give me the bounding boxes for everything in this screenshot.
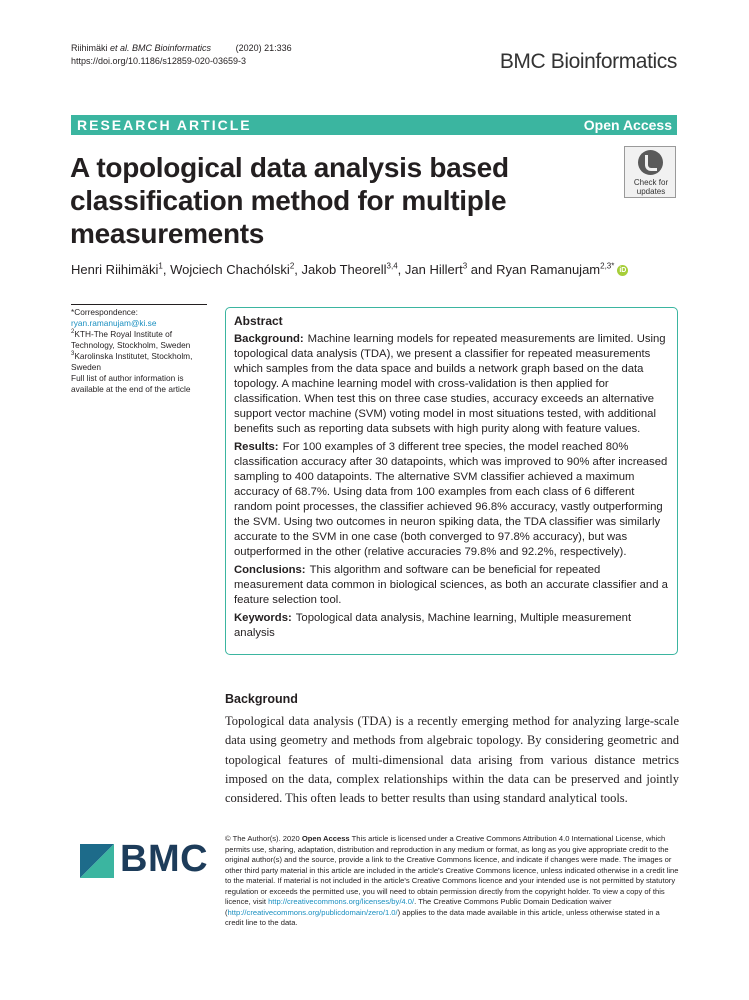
author[interactable]: Wojciech Chachólski$^2$ bbox=[170, 261, 295, 277]
affiliation-2: $^2$KTH-The Royal Institute of Technology, Stockholm, Sweden bbox=[71, 329, 191, 350]
check-for-updates-label: Check for updates bbox=[633, 178, 669, 196]
license-link-by[interactable]: http://creativecommons.org/licenses/by/4.0/ bbox=[268, 897, 415, 906]
abstract-conclusions: Conclusions: This algorithm and software can be beneficial for repeated measurement data common in biological sciences, as both an accurate classifier and a feature selection tool. bbox=[234, 564, 668, 606]
abstract-box bbox=[225, 307, 678, 655]
doi-link[interactable]: https://doi.org/10.1186/s12859-020-03659-3 bbox=[71, 56, 246, 66]
sidebar-divider bbox=[71, 304, 207, 305]
article-type-banner bbox=[71, 115, 677, 135]
citation-header bbox=[71, 42, 292, 68]
article-title: A topological data analysis based classification method for multiple measurements bbox=[70, 152, 509, 249]
citation-author: Riihimäki bbox=[71, 43, 108, 53]
bmc-logo[interactable] bbox=[80, 838, 210, 884]
citation-line bbox=[71, 42, 292, 55]
license-link-zero[interactable]: http://creativecommons.org/publicdomain/zero/1.0/ bbox=[227, 907, 398, 917]
check-for-updates-icon bbox=[638, 150, 663, 175]
author[interactable]: Jakob Theorell$^{3,4}$ bbox=[301, 261, 398, 277]
correspondence-label: *Correspondence: bbox=[71, 307, 138, 317]
orcid-icon[interactable]: iD bbox=[619, 267, 627, 275]
citation-year: (2020) 21:336 bbox=[235, 43, 292, 53]
citation-etal: et al. BMC Bioinformatics bbox=[110, 43, 212, 53]
bmc-logo-text: BMC bbox=[120, 838, 209, 880]
journal-name: BMC Bioinformatics bbox=[499, 50, 677, 73]
open-access-label: Open Access bbox=[583, 117, 672, 133]
abstract-background: Background: Machine learning models for repeated measurements are limited. Using topological data analysis (TDA), we present a classifier for repeated measurements which samples from the data space and builds a network graph based on the data topology. A machine learning model with cross-validation is then applied for classification. When test this on three case studies, accuracy exceeds an alternative support vector machine (SVM) voting model in most situations tested, with additional benefits such as reporting data subsets with high purity along with feature values. bbox=[234, 333, 666, 435]
correspondence-sidebar bbox=[71, 307, 211, 395]
abstract-heading: Abstract bbox=[234, 314, 283, 328]
background-paragraph: Topological data analysis (TDA) is a recently emerging method for analyzing large-scale data using geometry and methods from algebraic topology. By considering geometric and topological features of multi-dimensional data arising from various distance metrics imposed on the data, complex relationships within the data can be preserved and jointly considered. This often leads to better results than using standard analytical tools. bbox=[225, 714, 679, 806]
author[interactable]: Ryan Ramanujam$^{2,3*}$ bbox=[496, 261, 615, 277]
author[interactable]: Henri Riihimäki$^1$ bbox=[71, 261, 163, 277]
license-text: © The Author(s). 2020 Open Access This article is licensed under a Creative Commons Attribution 4.0 International License, which permits use, sharing, adaptation, distribution and reproduction in any medium or format, as long as you give appropriate credit to the original author(s) and the source, provide a link to the Creative Commons licence, and indicate if changes were made. The images or other third party material in this article are included in the article's Creative Commons licence, unless indicated otherwise in a credit line to the material. If material is not included in the article's Creative Commons licence and your intended use is not permitted by statutory regulation or exceeds the permitted use, you will need to obtain permission directly from the copyright holder. To view a copy of this licence, visit http://creativecommons.org/licenses/by/4.0/. The Creative Commons Public Domain Dedication waiver (http://creativecommons.org/publicdomain/zero/1.0/) applies to the data made available in this article, unless otherwise stated in a credit line to the data. bbox=[225, 834, 679, 927]
section-heading-background: Background bbox=[225, 692, 298, 706]
abstract-results: Results: For 100 examples of 3 different tree species, the model reached 80% classification accuracy after 30 datapoints, which was improved to 90% after increased sampling to 400 datapoints. The alternative SVM classifier achieved a maximum accuracy of 68.7%. Using data from 100 examples from each class of 6 different random point processes, the classifier achieved 96.8% accuracy, vastly outperforming the SVM. Using two outcomes in neuron spiking data, the TDA classifier was similarly accurate to the SVM in one case (both converged to 97.8% accuracy), but was outperformed in the other (relative accuracies 79.8% and 92.2%, respectively). bbox=[234, 441, 668, 558]
check-for-updates-badge[interactable] bbox=[624, 146, 676, 198]
full-author-info-note: Full list of author information is available at the end of the article bbox=[71, 373, 191, 394]
abstract-keywords: Keywords: Topological data analysis, Machine learning, Multiple measurement analysis bbox=[234, 612, 632, 639]
author[interactable]: Jan Hillert$^3$ bbox=[404, 261, 468, 277]
affiliation-3: $^3$Karolinska Institutet, Stockholm, Sweden bbox=[71, 351, 193, 372]
correspondence-email[interactable]: ryan.ramanujam@ki.se bbox=[71, 318, 157, 328]
author-list: Henri Riihimäki$^1$, Wojciech Chachólski$^2$, Jakob Theorell$^{3,4}$, Jan Hillert$^3$ and Ryan Ramanujam$^{2,3*}$ iD bbox=[71, 261, 627, 277]
article-type: RESEARCH ARTICLE bbox=[77, 117, 252, 133]
bmc-logo-icon bbox=[80, 844, 114, 878]
